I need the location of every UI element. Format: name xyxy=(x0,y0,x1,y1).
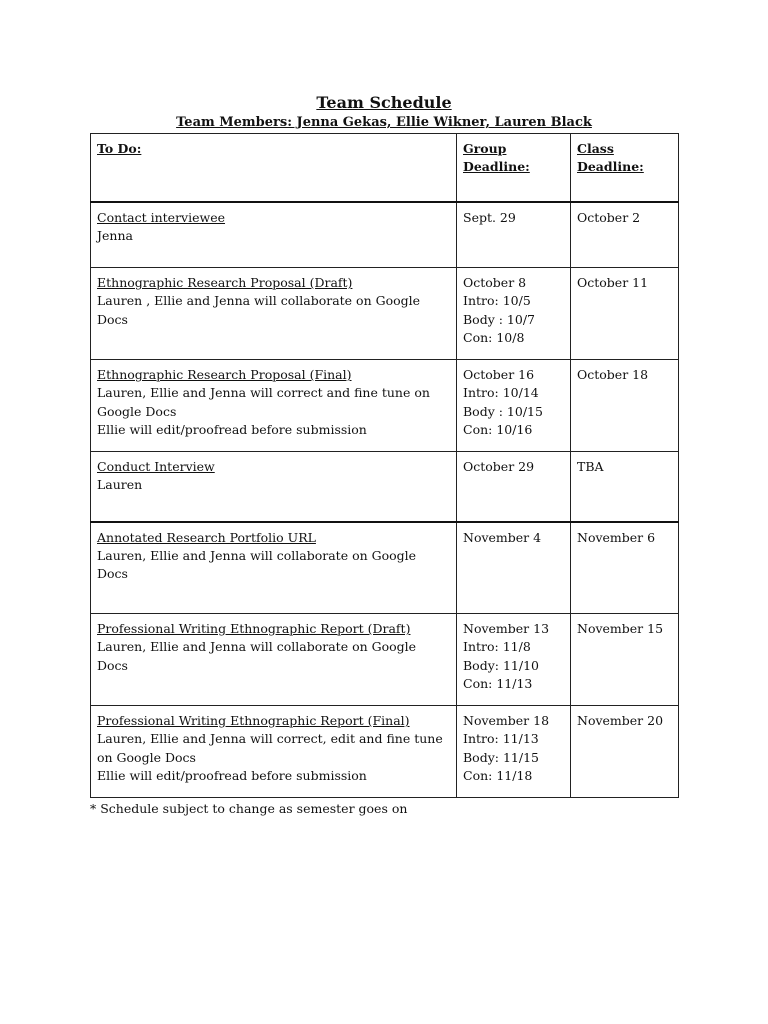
group-deadline-cell xyxy=(457,452,571,522)
deadline-intro: Intro: 11/13 xyxy=(463,731,539,747)
deadline-body: Body : 10/15 xyxy=(463,403,543,419)
class-deadline-cell: November 6 xyxy=(571,522,679,614)
task-detail: Lauren, Ellie and Jenna will correct, edit and fine tune on Google Docs xyxy=(97,731,443,765)
task-detail: Lauren xyxy=(97,477,143,493)
deadline-intro: Intro: 10/14 xyxy=(463,385,539,401)
task-detail: Lauren, Ellie and Jenna will collaborate on Google Docs xyxy=(97,547,417,582)
class-deadline-cell: TBA xyxy=(571,452,679,522)
deadline-con: Con: 11/18 xyxy=(463,768,533,784)
task-name: Conduct Interview xyxy=(97,459,215,474)
deadline-con: Con: 10/16 xyxy=(463,422,533,438)
task-name: Professional Writing Ethnographic Report (Draft) xyxy=(97,621,411,636)
task-detail: Lauren, Ellie and Jenna will correct and fine tune on Google Docs xyxy=(97,385,430,419)
class-deadline-cell: November 20 xyxy=(571,706,679,798)
task-name: Ethnographic Research Proposal (Draft) xyxy=(97,275,353,290)
group-deadline-cell xyxy=(457,614,571,706)
deadline-con: Con: 11/13 xyxy=(463,676,533,692)
task-cell xyxy=(91,452,457,522)
task-cell xyxy=(91,522,457,614)
group-deadline-cell xyxy=(457,360,571,452)
group-deadline: October 8 xyxy=(463,275,527,290)
class-deadline-cell: October 2 xyxy=(571,202,679,268)
task-detail: Ellie will edit/proofread before submission xyxy=(97,768,367,784)
class-deadline-cell: October 11 xyxy=(571,268,679,360)
group-deadline-cell xyxy=(457,202,571,268)
table-row xyxy=(91,522,679,614)
deadline-intro: Intro: 11/8 xyxy=(463,639,531,655)
task-detail: Ellie will edit/proofread before submission xyxy=(97,422,367,438)
group-deadline: Sept. 29 xyxy=(463,209,516,225)
table-row xyxy=(91,706,679,798)
task-cell xyxy=(91,360,457,452)
class-deadline-cell: November 15 xyxy=(571,614,679,706)
deadline-body: Body: 11/10 xyxy=(463,657,539,673)
task-detail: Jenna xyxy=(97,227,133,243)
table-row xyxy=(91,202,679,268)
task-name: Contact interviewee xyxy=(97,209,226,225)
table-row xyxy=(91,360,679,452)
task-cell xyxy=(91,614,457,706)
deadline-body: Body: 11/15 xyxy=(463,749,539,765)
group-deadline-cell xyxy=(457,268,571,360)
table-row xyxy=(91,452,679,522)
task-cell xyxy=(91,268,457,360)
header-to-do: To Do: xyxy=(91,134,457,202)
task-cell xyxy=(91,706,457,798)
deadline-body: Body : 10/7 xyxy=(463,311,536,327)
group-deadline: November 13 xyxy=(463,621,550,636)
table-row xyxy=(91,614,679,706)
group-deadline: October 16 xyxy=(463,367,535,382)
group-deadline-cell xyxy=(457,522,571,614)
deadline-intro: Intro: 10/5 xyxy=(463,293,531,309)
group-deadline: November 18 xyxy=(463,713,550,728)
deadline-con: Con: 10/8 xyxy=(463,330,525,346)
task-detail: Lauren, Ellie and Jenna will collaborate on Google Docs xyxy=(97,639,417,673)
table-row xyxy=(91,268,679,360)
header-class-deadline: Class Deadline: xyxy=(571,134,679,202)
group-deadline: October 29 xyxy=(463,459,535,474)
schedule-footnote: * Schedule subject to change as semester goes on xyxy=(90,801,408,816)
task-cell xyxy=(91,202,457,268)
document-title: Team Schedule xyxy=(316,93,452,112)
team-members-subtitle: Team Members: Jenna Gekas, Ellie Wikner, Lauren Black xyxy=(176,115,592,130)
task-name: Ethnographic Research Proposal (Final) xyxy=(97,367,352,382)
task-detail: Lauren , Ellie and Jenna will collaborate on Google Docs xyxy=(97,293,421,327)
header-group-deadline: Group Deadline: xyxy=(457,134,571,202)
class-deadline-cell: October 18 xyxy=(571,360,679,452)
group-deadline: November 4 xyxy=(463,529,542,545)
table-header-row xyxy=(91,134,679,202)
schedule-table xyxy=(90,133,679,798)
task-name: Professional Writing Ethnographic Report (Final) xyxy=(97,713,410,728)
group-deadline-cell xyxy=(457,706,571,798)
task-name: Annotated Research Portfolio URL xyxy=(97,529,316,545)
